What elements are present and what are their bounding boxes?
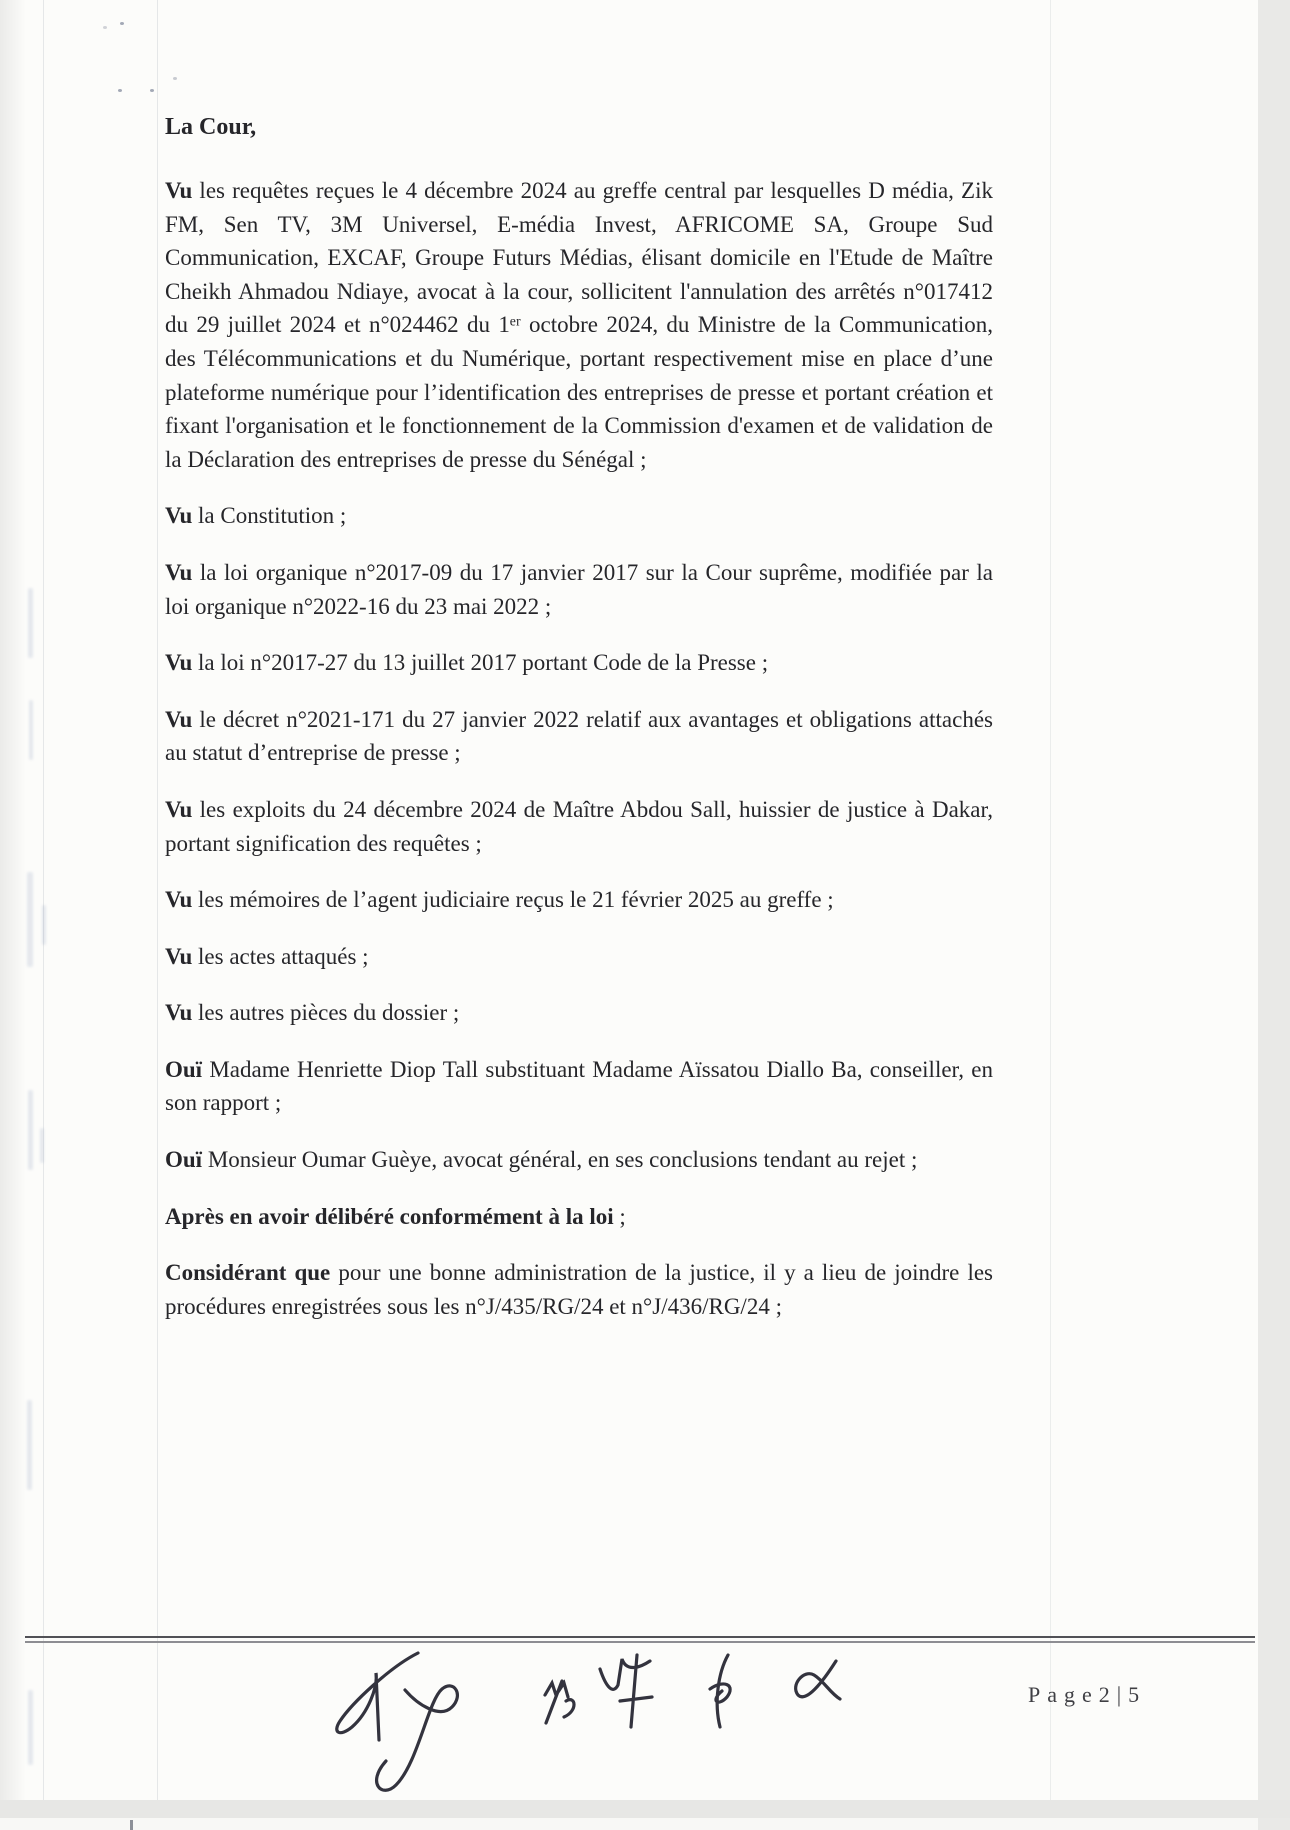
scan-speck	[103, 26, 107, 29]
signature-mark-4	[710, 1655, 730, 1727]
scan-speck	[150, 89, 154, 92]
paragraph-lead: Ouï	[165, 1056, 203, 1082]
paragraph	[165, 793, 993, 860]
paragraph-text: pour une bonne administration de la justice, il y a lieu de joindre les procédures enregistrées sous les n°J/435/RG/24 et n°J/436/RG/24 ;	[165, 1260, 993, 1319]
scan-speck	[130, 1820, 133, 1830]
paragraph-lead: Vu	[165, 943, 193, 969]
scan-speck	[120, 22, 124, 25]
paragraph-text: le décret n°2021-171 du 27 janvier 2022 relatif aux avantages et obligations attachés au statut d’entreprise de presse ;	[165, 706, 993, 766]
signature-mark-3	[600, 1655, 652, 1727]
paragraph-lead: Vu	[165, 503, 193, 529]
scan-edge-shadow	[0, 0, 26, 1800]
scan-artifact-line	[43, 0, 44, 1800]
scan-artifact-line	[1050, 0, 1051, 1800]
paragraph	[165, 883, 993, 917]
document-body	[165, 110, 993, 1346]
footer-rule	[25, 1636, 1255, 1643]
scan-bleed-mark	[40, 1128, 44, 1163]
scan-bleed-mark	[28, 1690, 33, 1765]
paragraph	[165, 646, 993, 680]
paragraph-lead: Vu	[165, 559, 193, 585]
scan-speck	[118, 89, 122, 92]
paragraph-lead: Vu	[165, 1000, 193, 1026]
paragraph	[165, 1200, 993, 1234]
scan-bleed-mark	[42, 905, 46, 945]
handwritten-signatures	[300, 1645, 860, 1815]
scan-bleed-mark	[28, 1090, 33, 1170]
scan-bleed-mark	[27, 872, 33, 967]
scan-artifact-line	[157, 0, 158, 1800]
paragraph-lead: Vu	[165, 887, 193, 913]
paragraph-text: les requêtes reçues le 4 décembre 2024 au greffe central par lesquelles D média, Zik FM, Sen TV, 3M Universel, E-média Invest, AFRICOME SA, Groupe Sud Communication, EXCAF, Groupe Futurs Médias, élisant domicile en l'Etude de Maître Cheikh Ahmadou Ndiaye, avocat à la cour, sollicitent l'annulation des arrêtés n°017412 du 29 juillet 2024 et n°024462 du 1ᵉʳ octobre 2024, du Ministre de la Communication, des Télécommunications et du Numérique, portant respectivement mise en place d’une plateforme numérique pour l’identification des entreprises de presse et portant création et fixant l'organisation et le fonctionnement de la Commission d'examen et de validation de la Déclaration des entreprises de presse du Sénégal ;	[165, 178, 993, 472]
signature-mark-1	[337, 1653, 418, 1740]
paragraph-text: la loi n°2017-27 du 13 juillet 2017 portant Code de la Presse ;	[192, 650, 769, 676]
page-number: Page2|5	[1028, 1682, 1147, 1707]
signature-mark-5	[796, 1661, 840, 1699]
paragraph	[165, 1053, 993, 1120]
paragraph	[165, 940, 993, 974]
paragraph-text: la Constitution ;	[192, 503, 347, 529]
signature-mark-1	[377, 1686, 458, 1790]
paragraph-lead: Vu	[165, 650, 193, 676]
paragraph	[165, 499, 993, 533]
paragraph	[165, 1143, 993, 1177]
paragraph-text: les autres pièces du dossier ;	[192, 1000, 460, 1026]
paragraph-lead: Après en avoir délibéré conformément à la loi	[165, 1203, 614, 1229]
paragraph	[165, 1256, 993, 1323]
next-page-edge	[0, 1818, 1258, 1830]
paragraph	[165, 703, 993, 770]
salutation: La Cour,	[165, 114, 257, 140]
scan-bleed-mark	[28, 588, 33, 658]
paragraph-text: Madame Henriette Diop Tall substituant Madame Aïssatou Diallo Ba, conseiller, en son rapport ;	[165, 1056, 993, 1116]
paragraph	[165, 556, 993, 623]
paragraph-lead: Vu	[165, 706, 193, 732]
paragraph-text: Monsieur Oumar Guèye, avocat général, en ses conclusions tendant au rejet ;	[202, 1147, 918, 1173]
paragraph-lead: Considérant que	[165, 1260, 331, 1286]
scan-bleed-mark	[27, 1400, 32, 1490]
paragraph-list	[165, 174, 993, 1323]
paragraph-text: les mémoires de l’agent judiciaire reçus le 21 février 2025 au greffe ;	[192, 887, 834, 913]
paragraph	[165, 996, 993, 1030]
scan-bleed-mark	[29, 700, 33, 760]
paragraph-text: la loi organique n°2017-09 du 17 janvier 2017 sur la Cour suprême, modifiée par la loi organique n°2022-16 du 23 mai 2022 ;	[165, 559, 993, 619]
paragraph-text: les exploits du 24 décembre 2024 de Maître Abdou Sall, huissier de justice à Dakar, portant signification des requêtes ;	[165, 796, 993, 856]
signature-mark-2	[545, 1681, 574, 1723]
scan-speck	[173, 77, 177, 80]
paragraph	[165, 174, 993, 476]
paragraph-lead: Vu	[165, 178, 193, 203]
paragraph-lead: Vu	[165, 796, 193, 822]
paragraph-text: ;	[613, 1203, 626, 1229]
page-gap	[0, 1800, 1290, 1818]
paragraph-lead: Ouï	[165, 1147, 203, 1173]
paragraph-text: les actes attaqués ;	[192, 943, 369, 969]
